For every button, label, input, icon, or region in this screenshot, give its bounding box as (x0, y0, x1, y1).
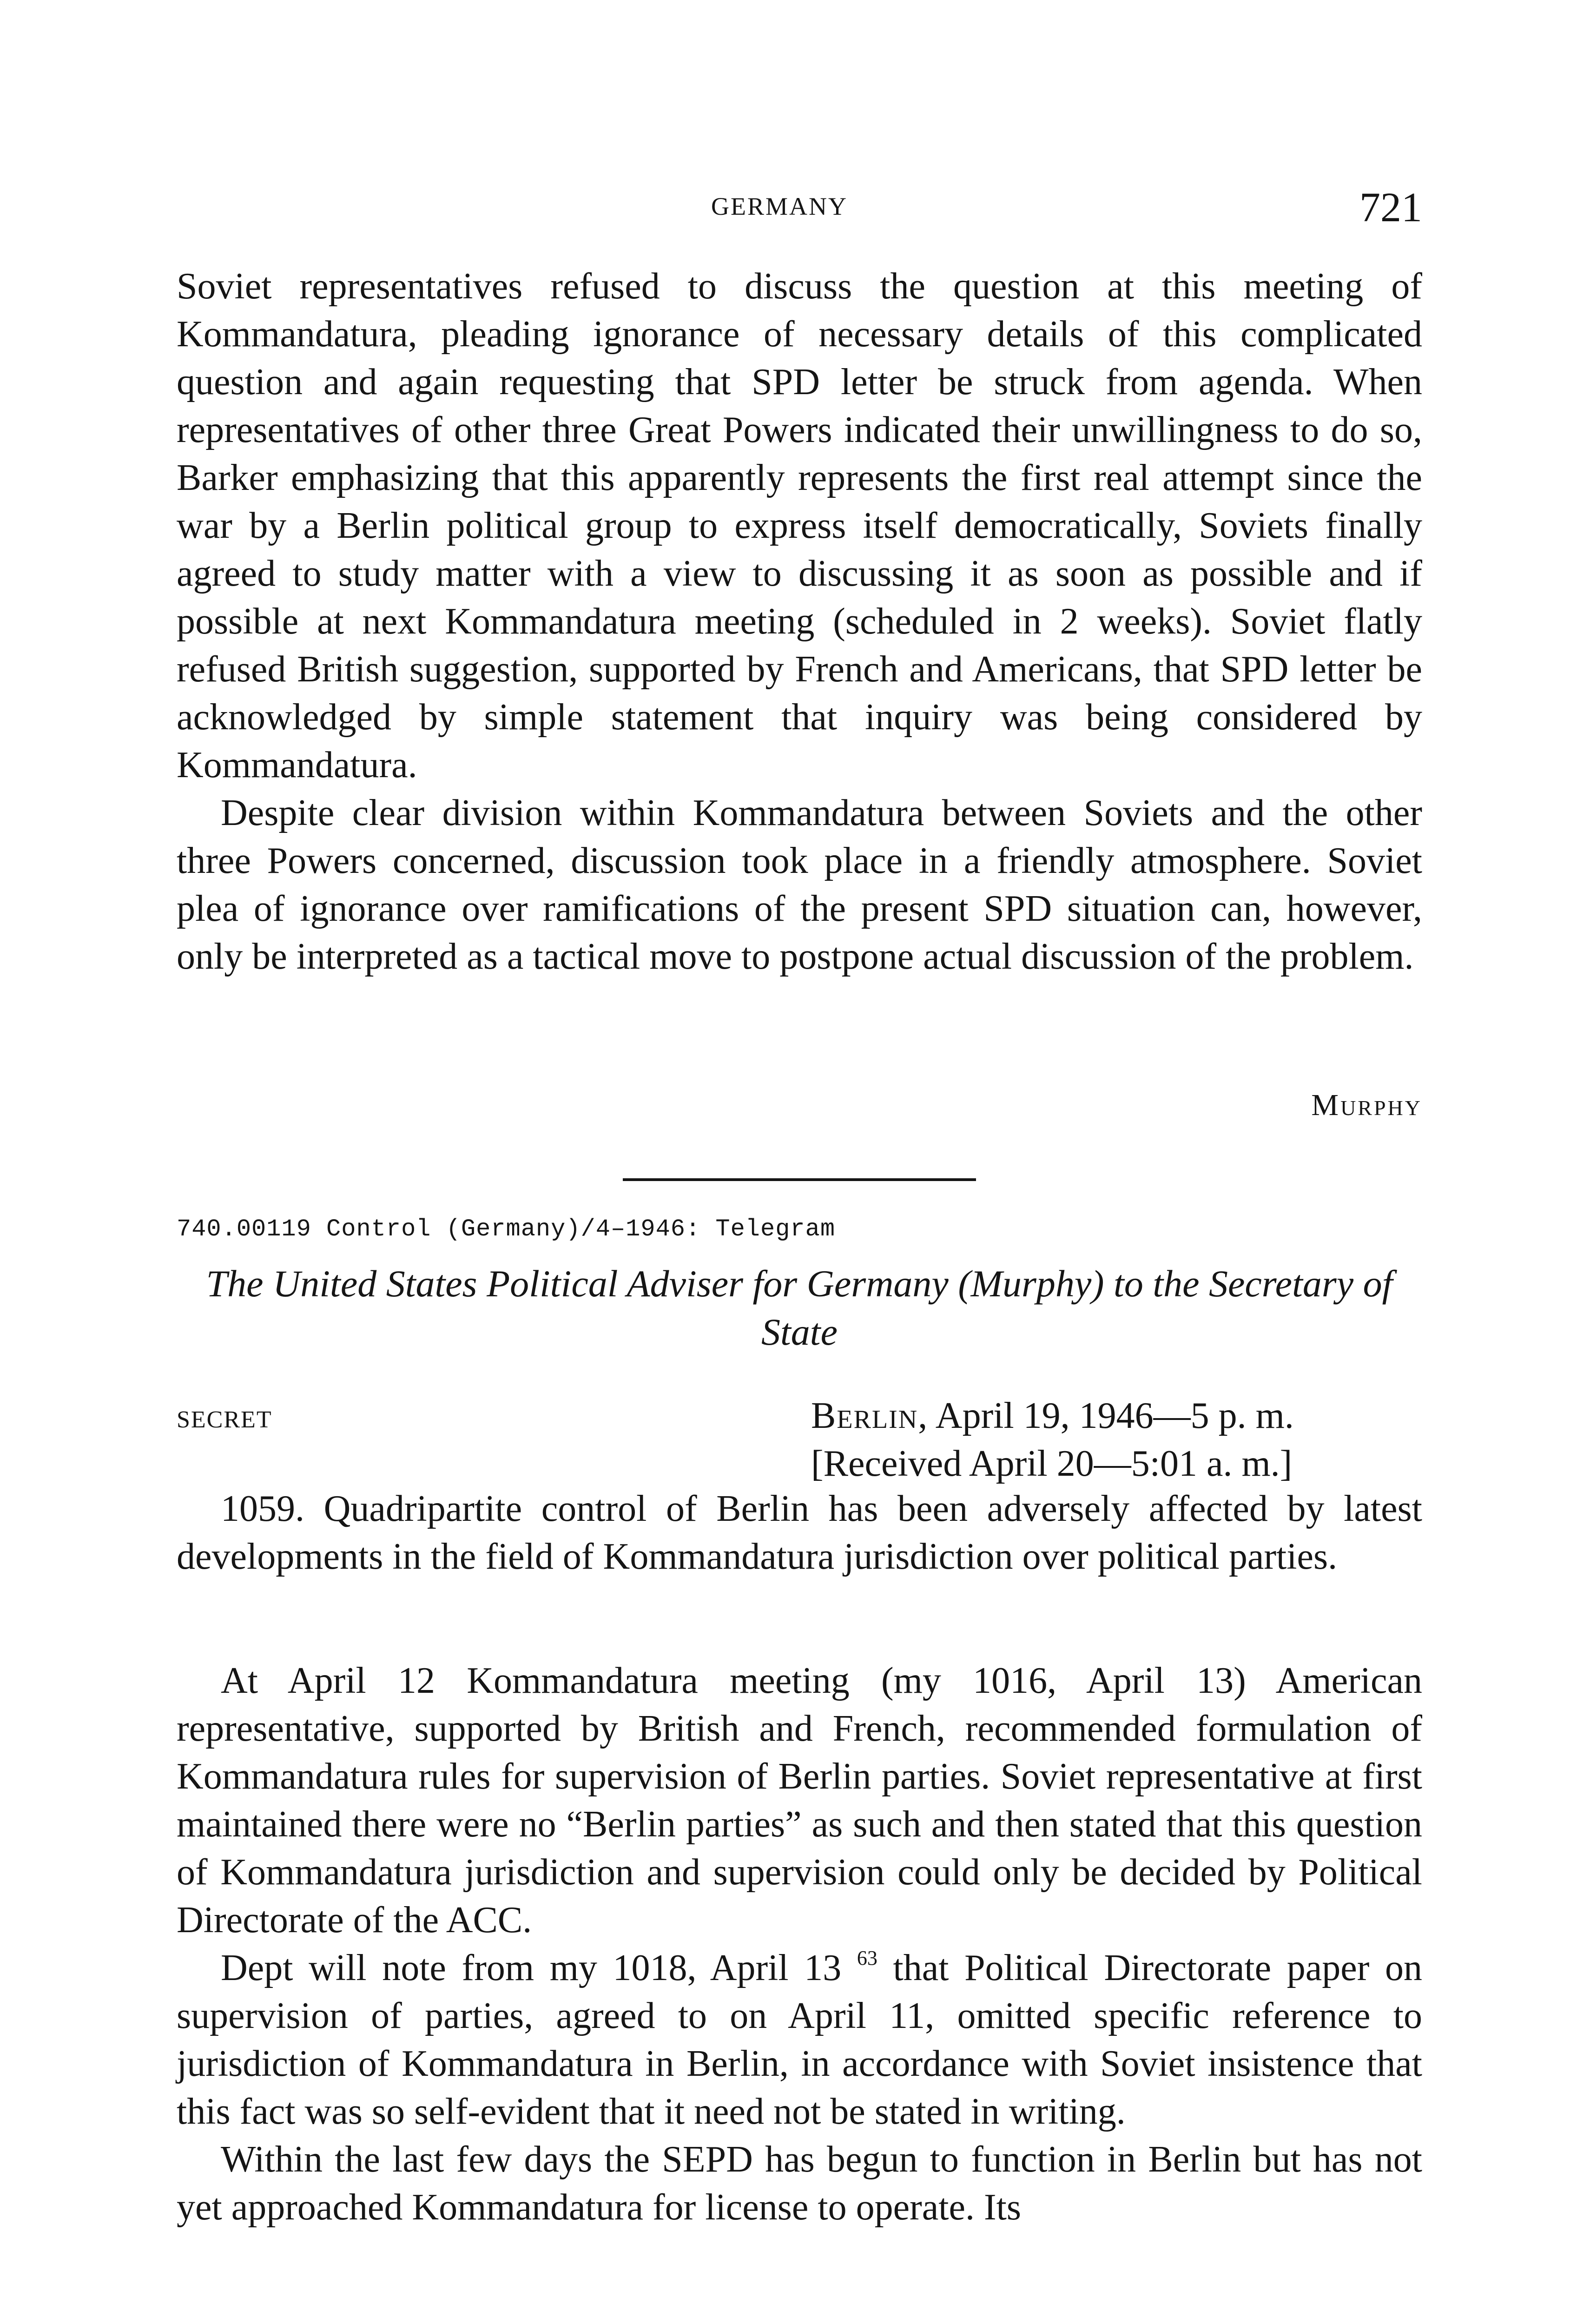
file-number: 740.00119 Control (Germany)/4–1946: Telegram (177, 1215, 836, 1243)
document-title: The United States Political Adviser for Germany (Murphy) to the Secretary of State (206, 1262, 1393, 1353)
paragraph: Within the last few days the SEPD has begun to function in Berlin but has not yet approached Kommandatura for license to operate. Its (177, 2139, 1422, 2228)
section-divider (623, 1178, 976, 1181)
page-header (177, 184, 1422, 235)
dateline (811, 1392, 1294, 1488)
paragraph (177, 1944, 1422, 2136)
received-date: [Received April 20—5:01 a. m.] (811, 1443, 1293, 1484)
sent-date (811, 1392, 1294, 1440)
paragraph: 1059. Quadripartite control of Berlin has been adversely affected by latest developments in the field of Kommandatura jurisdiction over political parties. (177, 1488, 1422, 1577)
running-head: GERMANY (711, 192, 848, 220)
date: April 19, 1946—5 p. m. (928, 1395, 1294, 1436)
classification-label: SECRET (177, 1406, 272, 1433)
paragraph: Soviet representatives refused to discuss the question at this meeting of Kommandatura, pleading ignorance of necessary details of this complicated question and again requesting that SPD letter be struck from agenda. When representatives of other three Great Powers indicated their unwillingness to do so, Barker emphasizing that this apparently represents the first real attempt since the war by a Berlin political group to express itself democratically, Soviets finally agreed to study matter with a view to discussing it as soon as possible and if possible at next Kommandatura meeting (scheduled in 2 weeks). Soviet flatly refused British suggestion, supported by French and Americans, that SPD letter be acknowledged by simple statement that inquiry was being considered by Kommandatura. (177, 266, 1422, 786)
footnote-reference[interactable]: 63 (857, 1947, 877, 1969)
paragraph-text: Dept will note from my 1018, April 13 (221, 1948, 842, 1988)
telegram-opening (177, 1485, 1422, 1581)
place: Berlin, (811, 1395, 929, 1436)
paragraph: At April 12 Kommandatura meeting (my 1016, April 13) American representative, supported by British and French, recommended formulation of Kommandatura rules for supervision of Berlin parties. Soviet representative at first maintained there were no “Berlin parties” as such and then stated that this question of Kommandatura jurisdiction and supervision could only be decided by Political Directorate of the ACC. (177, 1660, 1422, 1941)
page-number: 721 (1359, 185, 1422, 231)
continued-text (177, 263, 1422, 981)
paragraph-text: that Political Directorate paper on supervision of parties, agreed to on April 11, omitted specific reference to jurisdiction of Kommandatura in Berlin, in accordance with Soviet insistence that this fact was so self-evident that it need not be stated in writing. (177, 1948, 1422, 2132)
signature: Murphy (1311, 1088, 1422, 1122)
paragraph: Despite clear division within Kommandatura between Soviets and the other three Powers concerned, discussion took place in a friendly atmosphere. Soviet plea of ignorance over ramifications of the present SPD situation can, however, only be interpreted as a tactical move to postpone actual discussion of the problem. (177, 792, 1422, 977)
telegram-body (177, 1657, 1422, 2232)
